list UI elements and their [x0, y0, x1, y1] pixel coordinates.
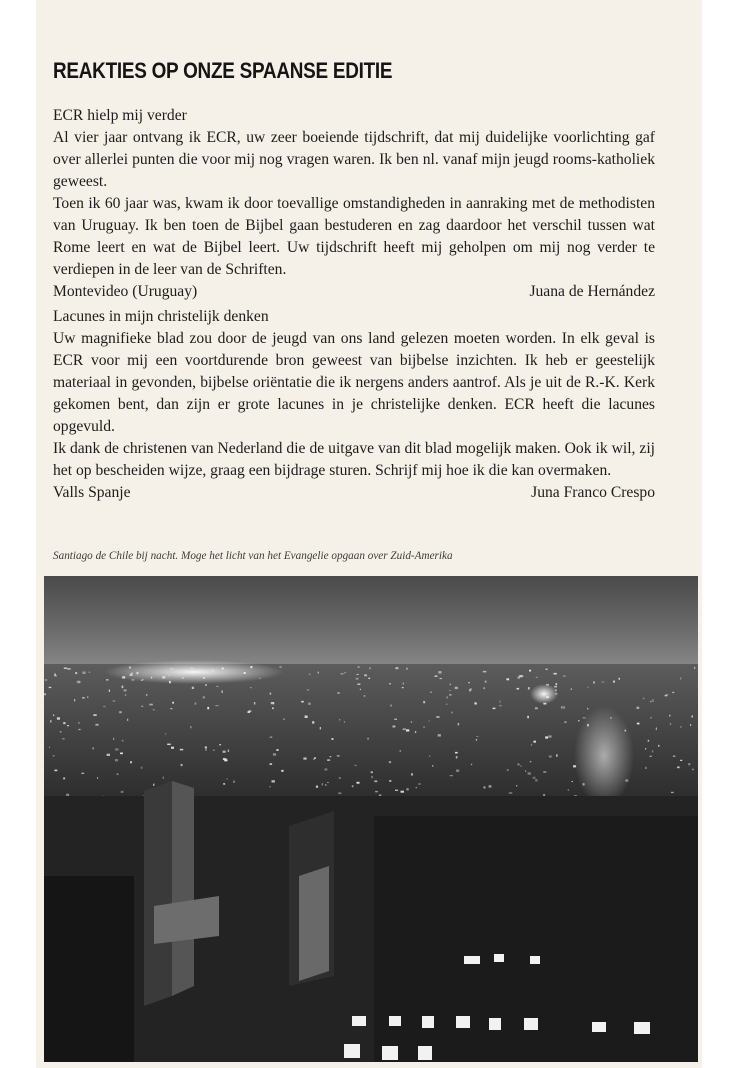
- page-heading: REAKTIES OP ONZE SPAANSE EDITIE: [53, 58, 393, 83]
- letter-place: Montevideo (Uruguay): [53, 283, 198, 300]
- magazine-page: [36, 0, 702, 1068]
- letter-paragraph: Toen ik 60 jaar was, kwam ik door toevallige omstandigheden in aanraking met de methodisten van Uruguay. Ik ben toen de Bijbel gaan bestuderen en zag daardoor het verschil tussen wat Rome leert en wat de Bijbel leert. Uw tijdschrift heeft mij geholpen om mij nog verder te verdiepen in de leer van de Schriften.: [53, 195, 655, 278]
- letter-paragraph: Ik dank de christenen van Nederland die de uitgave van dit blad mogelijk maken. Ook ik wil, zij het op bescheiden wijze, graag een bijdrage sturen. Schrijf mij hoe ik die kan overmaken.: [53, 440, 655, 479]
- photo-caption: Santiago de Chile bij nacht. Moge het licht van het Evangelie opgaan over Zuid-Amerika: [53, 550, 453, 562]
- letter-signature: [53, 281, 655, 303]
- reader-letter: [53, 105, 655, 303]
- letter-title: ECR hielp mij verder: [53, 107, 187, 124]
- letter-paragraph: Al vier jaar ontvang ik ECR, uw zeer boeiende tijdschrift, dat mij duidelijke voorlichting gaf over allerlei punten die voor mij nog vragen waren. Ik ben nl. vanaf mijn jeugd rooms-katholiek geweest.: [53, 129, 655, 190]
- letter-place: Valls Spanje: [53, 484, 131, 501]
- letter-author: Juna Franco Crespo: [531, 484, 655, 501]
- letter-paragraph: Uw magnifieke blad zou door de jeugd van ons land gelezen moeten worden. In elk geval is ECR voor mij een voortdurende bron geweest van bijbelse inzichten. Ik heb er geestelijk materiaal in gevonden, bijbelse oriëntatie die ik nergens anders aantrof. Als je uit de R.-K. Kerk gekomen bent, dan zijn er grote lacunes in je christelijke denken. ECR heeft die lacunes opgevuld.: [53, 330, 655, 435]
- city-night-illustration: [44, 576, 698, 1062]
- reader-letter: [53, 306, 655, 504]
- letter-author: Juana de Hernández: [529, 283, 655, 300]
- city-night-photo: [44, 576, 698, 1062]
- letter-signature: [53, 482, 655, 504]
- letter-title: Lacunes in mijn christelijk denken: [53, 308, 269, 325]
